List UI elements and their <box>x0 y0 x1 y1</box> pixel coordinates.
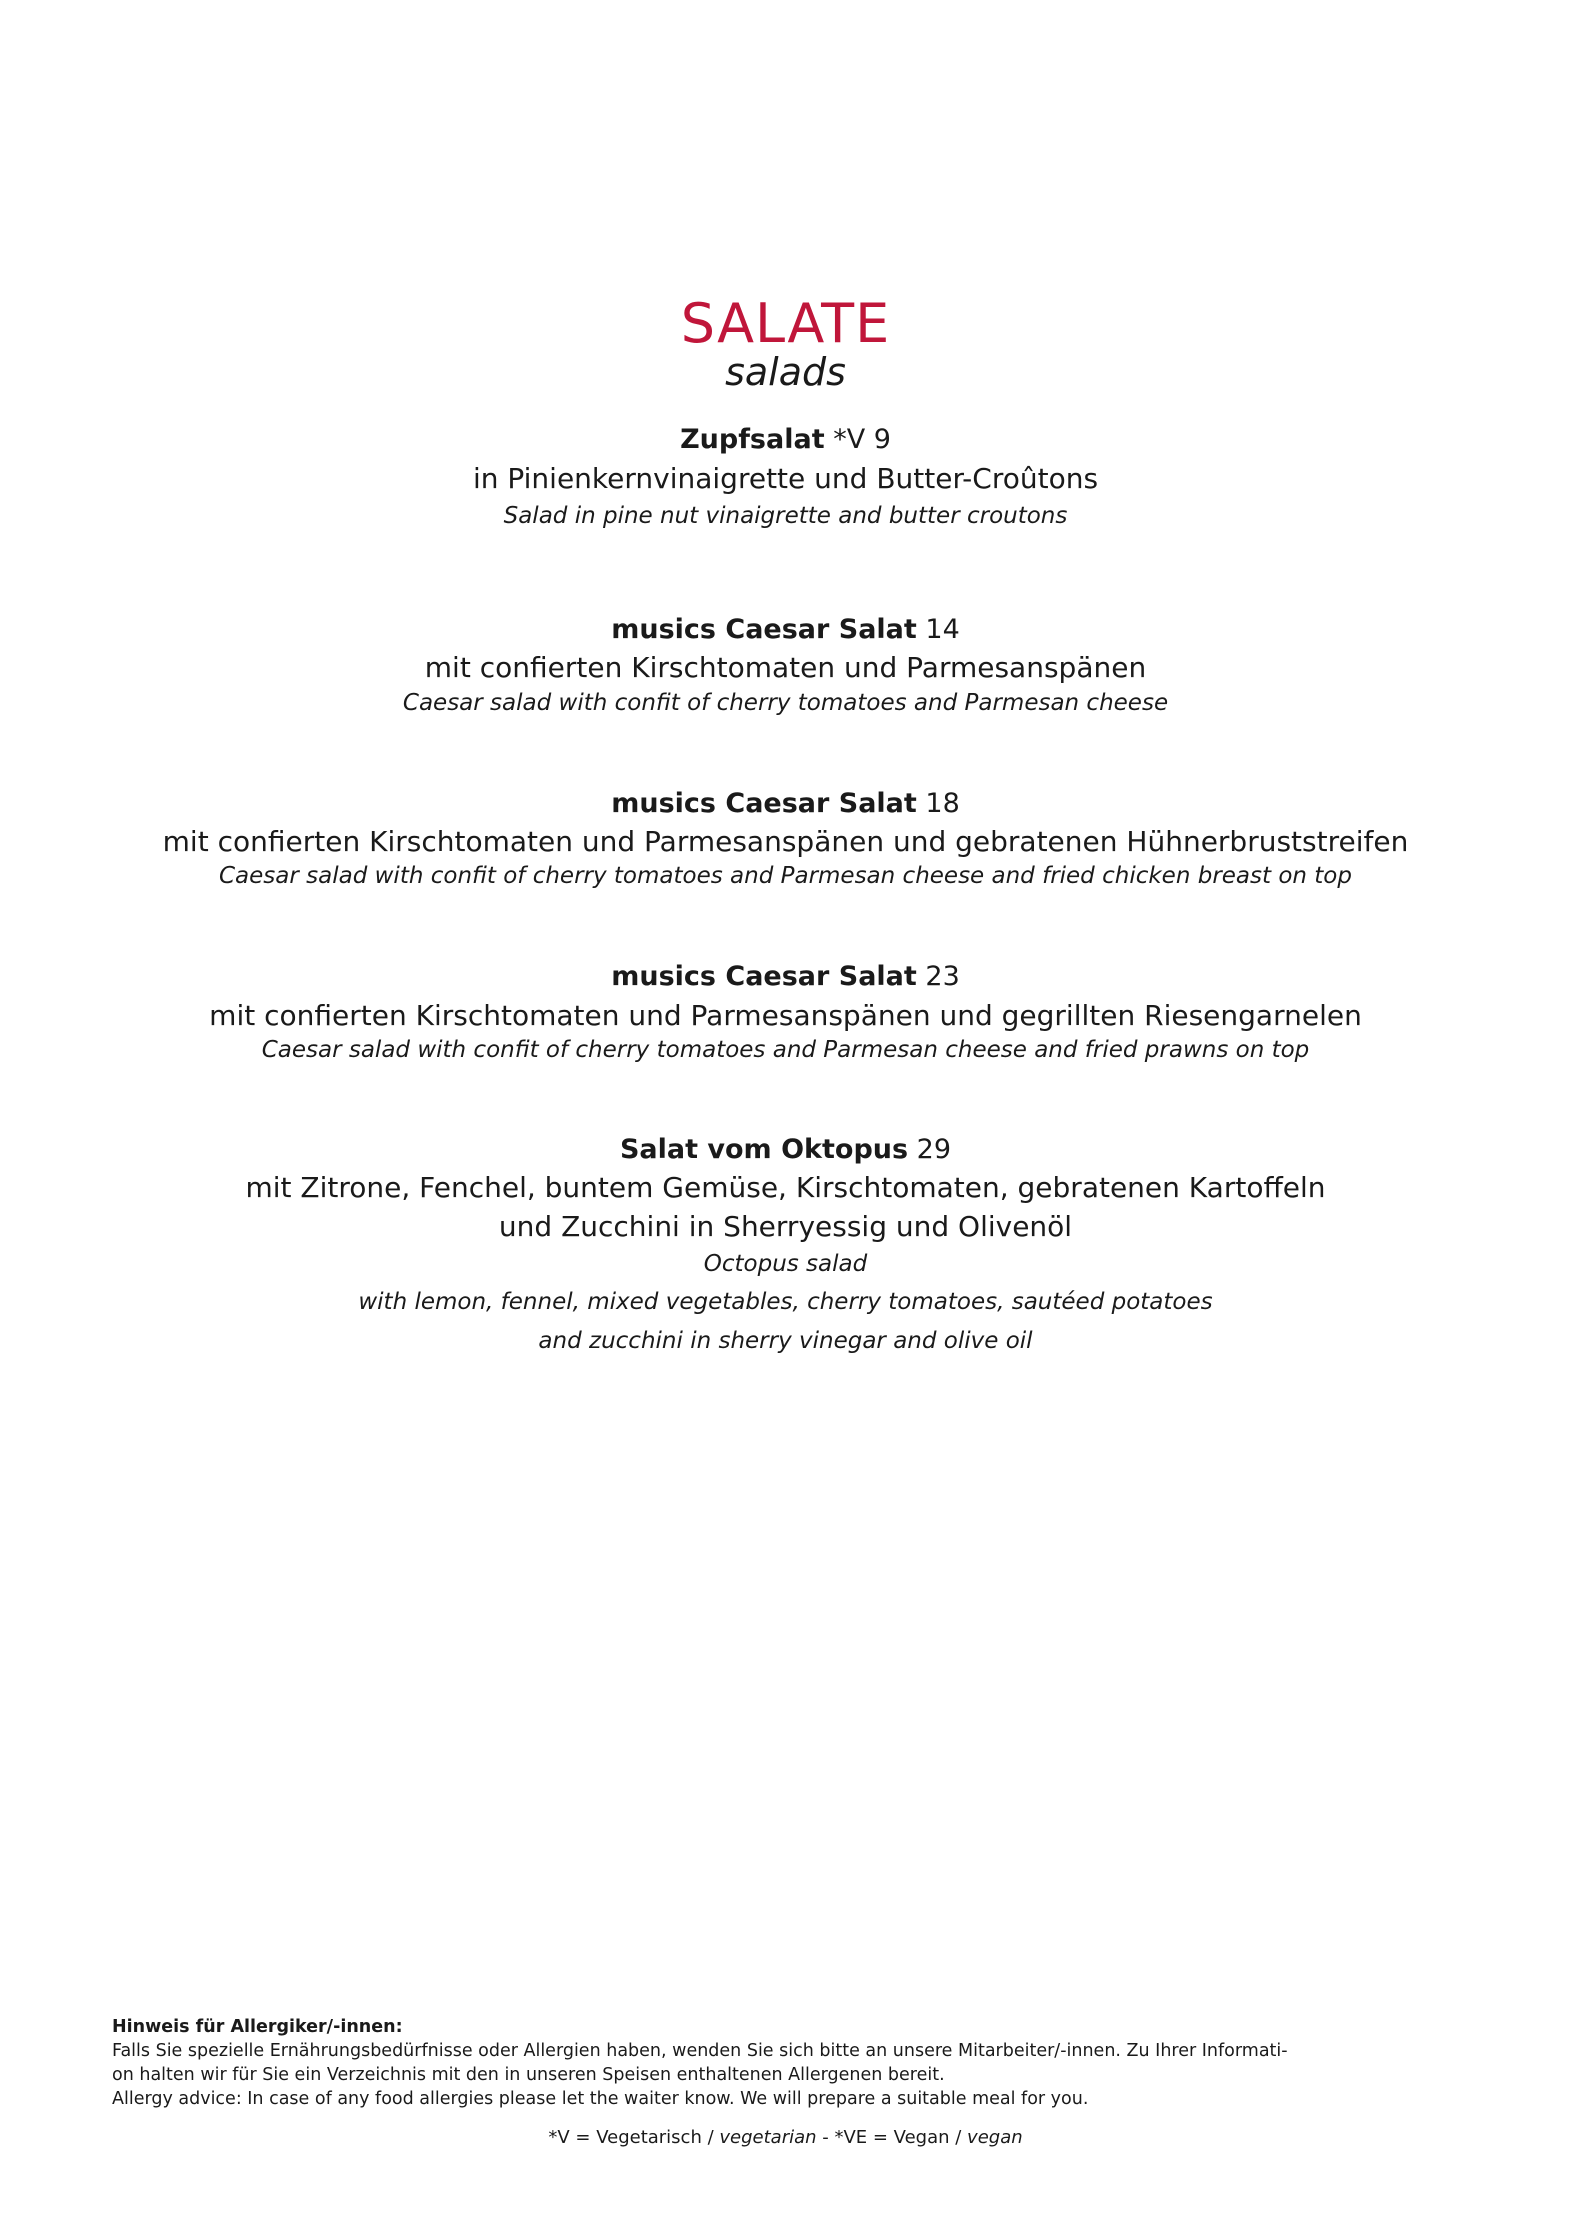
item-description-de: mit confierten Kirschtomaten und Parmesanspänen <box>424 651 1147 684</box>
item-name: musics Caesar Salat <box>611 788 917 819</box>
item-name: musics Caesar Salat <box>611 614 917 645</box>
item-price: 14 <box>925 614 960 645</box>
legend-vegetarian-de: *V = Vegetarisch / <box>548 2127 720 2148</box>
item-title <box>0 424 1571 455</box>
item-name: Salat vom Oktopus <box>619 1134 909 1165</box>
item-description-en: Salad in pine nut vinaigrette and butter croutons <box>503 503 1068 529</box>
item-description-de: und Zucchini in Sherryessig und Olivenöl <box>498 1210 1073 1243</box>
item-description-en: Caesar salad with confit of cherry tomatoes and Parmesan cheese <box>402 690 1169 716</box>
item-price: 23 <box>925 961 960 992</box>
allergy-heading: Hinweis für Allergiker/-innen: <box>112 2017 403 2037</box>
allergy-text: Falls Sie spezielle Ernährungsbedürfnisse oder Allergien haben, wenden Sie sich bitte an unsere Mitarbeiter/-innen. Zu Ihrer Informati- <box>112 2041 1288 2061</box>
section-title: SALATE <box>680 292 891 355</box>
item-description-en: Caesar salad with confit of cherry tomatoes and Parmesan cheese and fried prawns on top <box>261 1037 1310 1063</box>
item-description-de: in Pinienkernvinaigrette und Butter-Croûtons <box>472 462 1099 495</box>
allergy-text: Allergy advice: In case of any food allergies please let the waiter know. We will prepare a suitable meal for you. <box>112 2089 1089 2109</box>
item-price: 29 <box>916 1134 952 1165</box>
section-subtitle: salads <box>725 350 846 394</box>
item-title <box>0 788 1571 819</box>
item-description-de: mit Zitrone, Fenchel, buntem Gemüse, Kirschtomaten, gebratenen Kartoffeln <box>245 1171 1326 1204</box>
item-price: 18 <box>925 788 960 819</box>
item-description-en: and zucchini in sherry vinegar and olive oil <box>538 1328 1033 1354</box>
allergy-text: on halten wir für Sie ein Verzeichnis mit den in unseren Speisen enthaltenen Allergenen bereit. <box>112 2065 945 2085</box>
diet-legend <box>0 2127 1571 2148</box>
item-description-de: mit confierten Kirschtomaten und Parmesanspänen und gegrillten Riesengarnelen <box>209 999 1362 1032</box>
item-title <box>0 1134 1571 1165</box>
allergy-notice <box>112 2015 1352 2111</box>
legend-separator: - *VE = Vegan / <box>816 2127 968 2148</box>
legend-vegan-en: vegan <box>967 2127 1023 2148</box>
item-title <box>0 614 1571 645</box>
item-description-en: Caesar salad with confit of cherry tomatoes and Parmesan cheese and fried chicken breast on top <box>219 863 1352 889</box>
item-title <box>0 961 1571 992</box>
item-price: *V 9 <box>833 424 891 455</box>
item-name: musics Caesar Salat <box>611 961 917 992</box>
item-description-en: with lemon, fennel, mixed vegetables, cherry tomatoes, sautéed potatoes <box>358 1289 1213 1315</box>
item-name: Zupfsalat <box>680 424 825 455</box>
item-description-de: mit confierten Kirschtomaten und Parmesanspänen und gebratenen Hühnerbruststreifen <box>162 825 1409 858</box>
item-description-en: Octopus salad <box>703 1251 868 1277</box>
legend-vegetarian-en: vegetarian <box>719 2127 817 2148</box>
